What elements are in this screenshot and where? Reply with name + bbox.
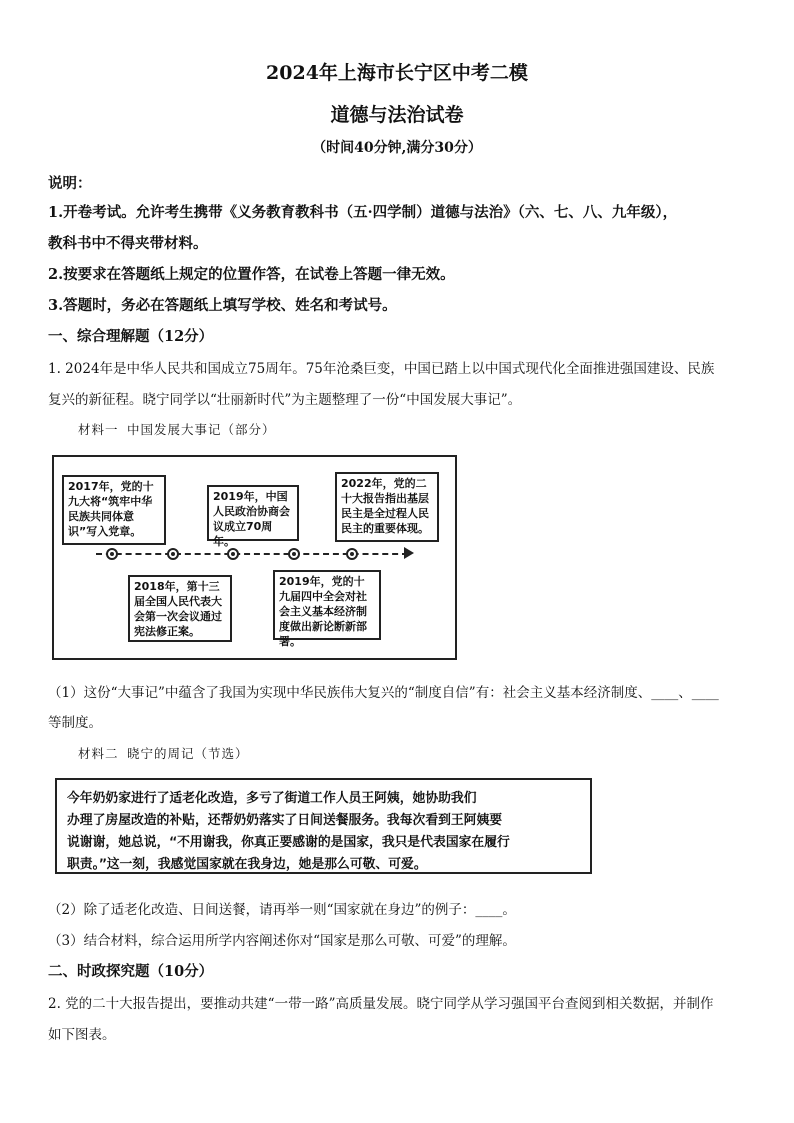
instructions-heading: 说明：: [48, 175, 92, 192]
timeline-figure: [52, 455, 457, 660]
diary-line: 说谢谢，她总说，“不用谢我，你真正要感谢的是国家，我只是代表国家在履行: [67, 835, 510, 850]
timeline-dot: [106, 548, 118, 560]
exam-title: 2024年上海市长宁区中考二模: [266, 62, 528, 84]
timeline-axis: [96, 553, 408, 555]
instruction-3: 3.答题时，务必在答题纸上填写学校、姓名和考试号。: [48, 297, 397, 314]
timeline-event-2022: 2022年，党的二十大报告指出基层民主是全过程人民民主的重要体现。: [335, 472, 439, 542]
section1-heading: 一、综合理解题（12分）: [48, 328, 214, 345]
question1-line2: 复兴的新征程。晓宁同学以“壮丽新时代”为主题整理了一份“中国发展大事记”。: [48, 392, 522, 408]
timeline-event-2017: 2017年，党的十九大将“筑牢中华民族共同体意识”写入党章。: [62, 475, 166, 545]
question1-sub1-line1: （1）这份“大事记”中蕴含了我国为实现中华民族伟大复兴的“制度自信”有：社会主义基本经济制度、____、____: [48, 685, 719, 701]
timeline-dot: [227, 548, 239, 560]
timeline-dot: [167, 548, 179, 560]
diary-line: 职责。”这一刻，我感觉国家就在我身边，她是那么可敬、可爱。: [67, 857, 427, 872]
timeline-event-2019-plenum: 2019年，党的十九届四中全会对社会主义基本经济制度做出新论断新部署。: [273, 570, 381, 640]
timeline-event-2018: 2018年，第十三届全国人民代表大会第一次会议通过宪法修正案。: [128, 575, 232, 642]
question1-line1: 1. 2024年是中华人民共和国成立75周年。75年沧桑巨变，中国已踏上以中国式现代化全面推进强国建设、民族: [48, 361, 715, 377]
material1-caption: 材料一 中国发展大事记（部分）: [78, 422, 276, 437]
timeline-event-2019-cppcc: 2019年，中国人民政治协商会议成立70周年。: [207, 485, 299, 541]
timeline-dot: [346, 548, 358, 560]
diary-line: 办理了房屋改造的补贴，还帮奶奶落实了日间送餐服务。我每次看到王阿姨要: [67, 813, 503, 828]
question2-line2: 如下图表。: [48, 1027, 116, 1043]
question1-sub2: （2）除了适老化改造、日间送餐，请再举一则“国家就在身边”的例子：____。: [48, 902, 516, 918]
timeline-arrow-icon: [404, 547, 414, 559]
diary-line: 今年奶奶家进行了适老化改造，多亏了街道工作人员王阿姨，她协助我们: [67, 791, 477, 806]
instruction-1-line2: 教科书中不得夹带材料。: [48, 235, 208, 252]
section2-heading: 二、时政探究题（10分）: [48, 963, 214, 980]
diary-excerpt: [55, 778, 592, 874]
exam-subject: 道德与法治试卷: [330, 104, 464, 126]
time-note: （时间40分钟,满分30分）: [312, 140, 482, 156]
question2-line1: 2. 党的二十大报告提出，要推动共建“一带一路”高质量发展。晓宁同学从学习强国平台查阅到相关数据，并制作: [48, 996, 714, 1012]
question1-sub1-line2: 等制度。: [48, 715, 102, 731]
question1-sub3: （3）结合材料，综合运用所学内容阐述你对“国家是那么可敬、可爱”的理解。: [48, 933, 516, 949]
material2-caption: 材料二 晓宁的周记（节选）: [78, 746, 249, 761]
instruction-1-line1: 1.开卷考试。允许考生携带《义务教育教科书（五·四学制）道德与法治》（六、七、八、九年级），: [48, 204, 678, 221]
instruction-2: 2.按要求在答题纸上规定的位置作答，在试卷上答题一律无效。: [48, 266, 455, 283]
timeline-dot: [288, 548, 300, 560]
